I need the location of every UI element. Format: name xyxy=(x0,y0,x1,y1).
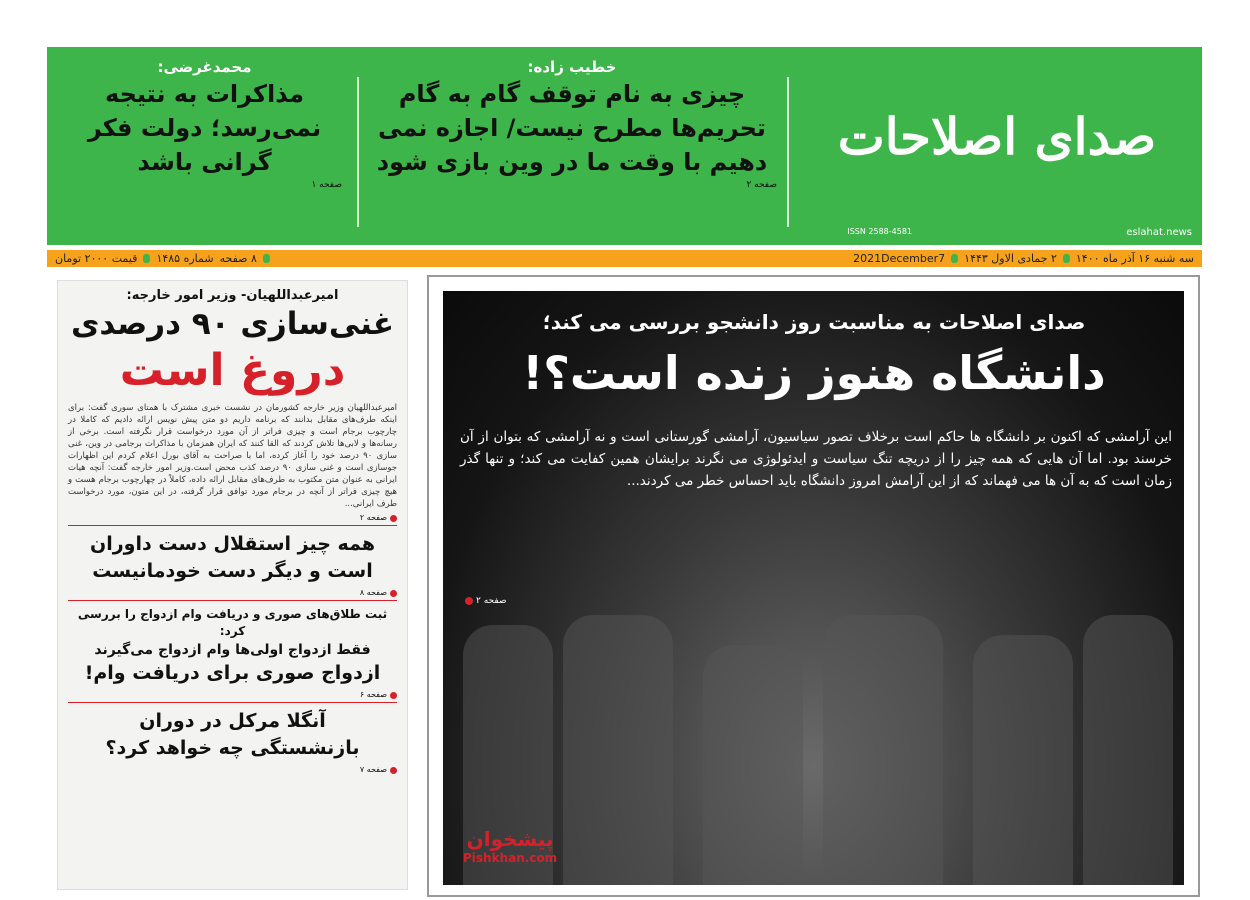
page-ref: صفحه ۷ xyxy=(359,765,387,774)
watermark-site: Pishkhan.com xyxy=(463,851,558,865)
logo-text: صدای اصلاحات xyxy=(837,107,1157,166)
bullet-icon xyxy=(263,254,270,263)
main-story[interactable] xyxy=(427,275,1200,897)
divider xyxy=(68,702,397,703)
story-3[interactable] xyxy=(68,606,397,700)
date-gregorian: 2021December7 xyxy=(853,252,946,265)
headline: مذاکرات به نتیجه نمی‌رسد؛ دولت فکر گرانی باشد xyxy=(87,80,322,176)
headline: همه چیز استقلال دست داوران است و دیگر دست خودمانیست xyxy=(90,533,375,582)
issue-number: شماره ۱۴۸۵ xyxy=(156,252,214,265)
kicker: ثبت طلاق‌های صوری و دریافت وام ازدواج را بررسی کرد: xyxy=(77,607,388,638)
headline: غنی‌سازی ۹۰ درصدی xyxy=(70,306,395,342)
page-ref: صفحه ۶ xyxy=(359,690,387,699)
headline: دانشگاه هنوز زنده است؟! xyxy=(522,346,1106,400)
body-text: این آرامشی که اکنون بر دانشگاه ها حاکم است برخلاف تصور سیاسیون، آرامشی گورستانی است و نه آرامشی که بتوان از آن خرسند بود. اما آن هایی که همه چیز را از دریچه تنگ سیاست و ایدئولوژی می نگرند برایشان همین کفایت می کند؛ و تنها گذر زمان است که به آن ها می فهماند که از این آرامش امروز دانشگاه باید احساس خطر می کردند... xyxy=(460,429,1172,489)
page-ref: صفحه ۸ xyxy=(359,588,387,597)
header-story-1[interactable] xyxy=(367,57,777,191)
page-count: ۸ صفحه xyxy=(219,252,257,265)
header-story-2[interactable] xyxy=(67,57,342,191)
page-ref: صفحه ۲ xyxy=(746,180,777,190)
left-column xyxy=(57,280,408,890)
kicker: امیرعبداللهیان- وزیر امور خارجه: xyxy=(126,288,339,303)
headline: آنگلا مرکل در دوران بازنشستگی چه خواهد کرد؟ xyxy=(105,710,360,759)
red-dot-icon xyxy=(390,692,397,699)
subtitle: فقط ازدواج اولی‌ها وام ازدواج می‌گیرند xyxy=(94,642,371,658)
lead-story[interactable] xyxy=(68,287,397,523)
divider xyxy=(68,525,397,526)
red-dot-icon xyxy=(390,767,397,774)
date-persian: سه شنبه ۱۶ آذر ماه ۱۴۰۰ xyxy=(1075,252,1194,265)
page-ref: صفحه ۲ xyxy=(476,596,507,606)
kicker: محمدغرضی: xyxy=(157,58,252,76)
kicker: صدای اصلاحات به مناسبت روز دانشجو بررسی می کند؛ xyxy=(542,310,1086,334)
bullet-icon xyxy=(143,254,150,263)
photo-shape xyxy=(563,615,673,885)
headline: چیزی به نام توقف گام به گام تحریم‌ها مطرح نیست/ اجازه نمی دهیم با وقت ما در وین بازی شود xyxy=(376,80,768,176)
website: eslahat.news xyxy=(1126,227,1192,238)
photo-shape xyxy=(703,645,803,885)
red-dot-icon xyxy=(390,515,397,522)
photo-shape xyxy=(973,635,1073,885)
bullet-icon xyxy=(1063,254,1070,263)
price: قیمت ۲۰۰۰ تومان xyxy=(55,252,138,265)
masthead xyxy=(47,47,1202,245)
photo-shape xyxy=(823,615,943,885)
divider xyxy=(68,600,397,601)
newspaper-logo xyxy=(807,82,1187,192)
photo-shape xyxy=(1083,615,1173,885)
watermark-text: پیشخوان xyxy=(466,827,554,851)
red-dot-icon xyxy=(465,597,473,605)
date-bar xyxy=(47,250,1202,267)
kicker: خطیب زاده: xyxy=(527,58,617,76)
bullet-icon xyxy=(951,254,958,263)
date-hijri: ۲ جمادی الاول ۱۴۴۳ xyxy=(964,252,1057,265)
divider xyxy=(787,77,789,227)
headline-red: دروغ است xyxy=(119,345,346,396)
divider xyxy=(357,77,359,227)
watermark xyxy=(463,827,557,865)
page-ref: صفحه ۲ xyxy=(359,513,387,522)
red-dot-icon xyxy=(390,590,397,597)
issn: ISSN 2588-4581 xyxy=(847,227,912,236)
page-ref: صفحه ۱ xyxy=(311,180,342,190)
crowd-photo xyxy=(443,291,1184,885)
story-4[interactable] xyxy=(68,708,397,775)
headline: ازدواج صوری برای دریافت وام! xyxy=(84,662,381,684)
body-text: امیرعبداللهیان وزیر خارجه کشورمان در نشست خبری مشترک با همتای سوری گفت: برای اینکه طرف‌های مقابل بدانند که برنامه داریم دو متن پیش نویس ارائه دادیم که کاملا در چارچوب برجام است و چیزی فراتر از آن مورد درخواست قرار نگرفته است. برخی از رسانه‌ها و لابی‌ها تلاش کردند که القا کنند که ایران همزمان با مذاکرات برجامی در وین، غنی سازی ۹۰ درصد خود را آغاز کرده، اما با صراحت به آقای بورل اعلام کردم این اظهارات جوسازی است و غنی سازی ۹۰ درصد کذب محض است.وزیر امور خارجه گفت: آنچه هیات ایرانی به عنوان متن مکتوب به طرف‌های مقابل ارائه داده، کاملاً در چهارچوب برجام هست و هیچ چیزی فراتر از آنچه در برجام مورد توافق قرار گرفته، در این متون، مورد درخواست طرف ایرانی... xyxy=(68,403,397,509)
story-2[interactable] xyxy=(68,531,397,598)
